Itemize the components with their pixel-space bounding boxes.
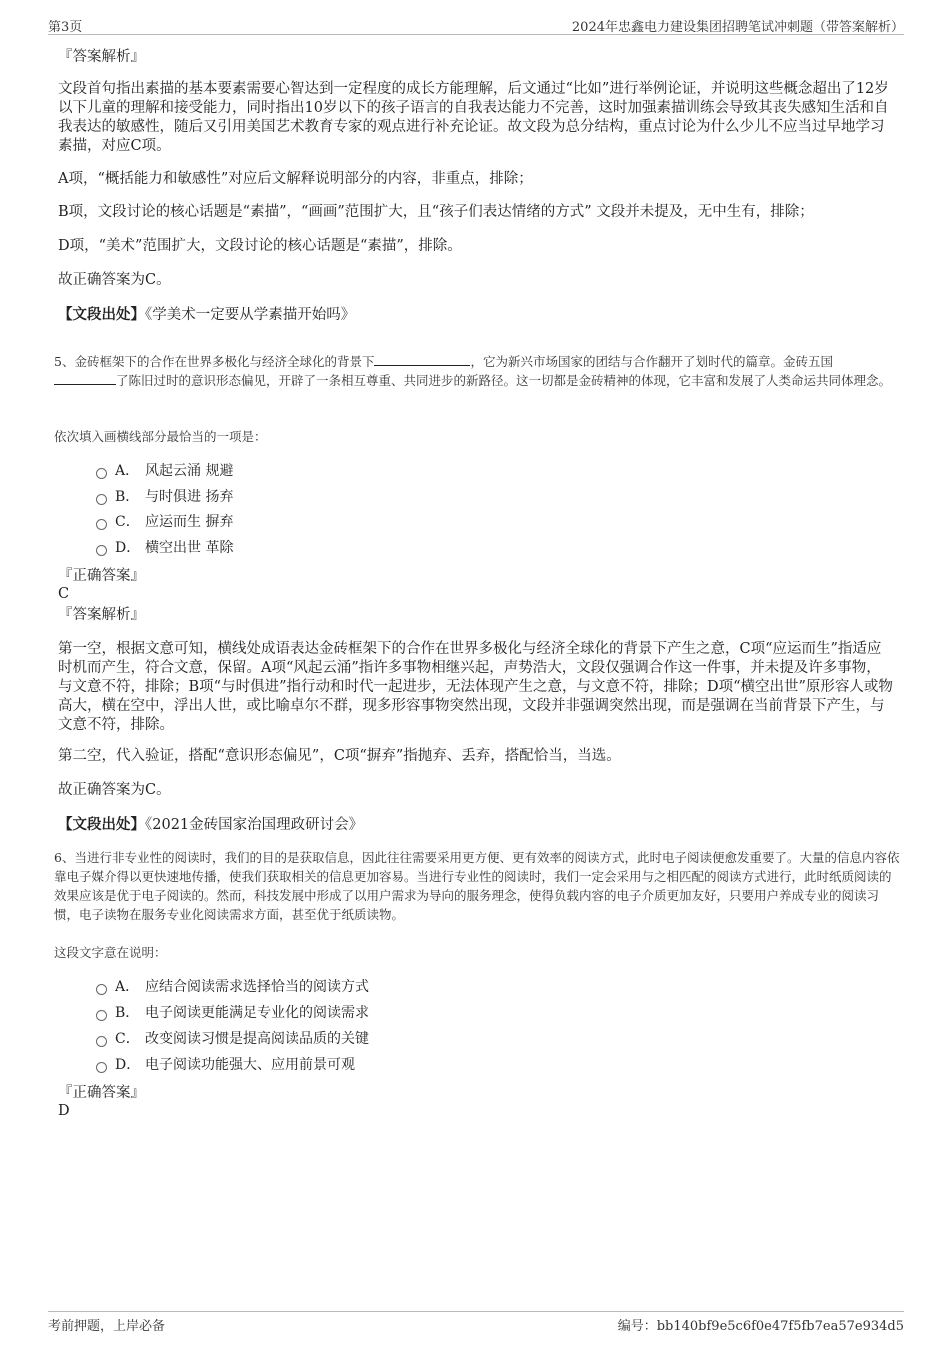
option-letter: C． xyxy=(115,514,140,530)
document-title: 2024年忠鑫电力建设集团招聘笔试冲刺题（带答案解析） xyxy=(571,20,904,35)
q6-option-c[interactable] xyxy=(96,1029,369,1049)
q5-option-d[interactable] xyxy=(96,538,233,558)
source-label: 【文段出处】 xyxy=(58,816,145,833)
radio-button[interactable] xyxy=(96,494,107,505)
page-footer xyxy=(48,1311,904,1334)
radio-button[interactable] xyxy=(96,1036,107,1047)
radio-button[interactable] xyxy=(96,468,107,479)
radio-button[interactable] xyxy=(96,984,107,995)
q6-answer-label: 『正确答案』 xyxy=(58,1085,145,1101)
option-letter: C． xyxy=(115,1031,140,1047)
option-text: 风起云涌 规避 xyxy=(145,463,234,479)
q5-stem-part2: ，它为新兴市场国家的团结与合作翻开了划时代的篇章。金砖五国 xyxy=(470,354,833,369)
q4-source xyxy=(58,305,894,325)
radio-button[interactable] xyxy=(96,545,107,556)
option-text: 应运而生 摒弃 xyxy=(145,514,234,530)
page-number: 第3页 xyxy=(48,20,83,35)
option-text: 电子阅读更能满足专业化的阅读需求 xyxy=(145,1005,369,1021)
q6-answer: D xyxy=(58,1103,70,1119)
q4-analysis-text: 文段首句指出素描的基本要素需要心智达到一定程度的成长方能理解，后文通过“比如”进行举例论证，并说明这些概念超出了12岁以下儿童的理解和接受能力，同时指出10岁以下的孩子语言的自我表达能力不完善，这时加强素描训练会导致其丧失感知生活和自我表达的敏感性，随后又引用美国艺术教育专家的观点进行补充论证。故文段为总分结构，重点讨论为什么少儿不应当过早地学习素描，对应C项。 xyxy=(58,81,889,154)
page-header xyxy=(48,12,904,35)
q5-analysis-label: 『答案解析』 xyxy=(58,607,145,623)
q4-option-d-analysis: D项，“美术”范围扩大，文段讨论的核心话题是“素描”，排除。 xyxy=(58,238,462,254)
q6-stem: 6、当进行非专业性的阅读时，我们的目的是获取信息，因此往往需要采用更方便、更有效率的阅读方式，此时电子阅读便愈发重要了。大量的信息内容依靠电子媒介得以更快速地传播，使我们获取相关的信息更加容易。当进行专业性的阅读时，我们一定会采用与之相匹配的阅读方式进行，此时纸质阅读的效果应该是优于电子阅读的。然而，科技发展中形成了以用户需求为导向的服务理念，使得负载内容的电子介质更加友好，只要用户养成专业的阅读习惯，电子读物在服务专业化阅读需求方面，甚至优于纸质读物。 xyxy=(54,850,900,922)
q5-option-a[interactable] xyxy=(96,461,233,481)
q5-analysis-2: 第二空，代入验证，搭配“意识形态偏见”，C项“摒弃”指抛弃、丢弃，搭配恰当，当选。 xyxy=(58,748,621,764)
option-letter: A． xyxy=(115,979,140,995)
radio-button[interactable] xyxy=(96,519,107,530)
option-letter: A． xyxy=(115,463,140,479)
q5-option-c[interactable] xyxy=(96,512,233,532)
option-letter: B． xyxy=(115,1005,140,1021)
q5-source xyxy=(58,815,894,835)
q5-stem-part3: 了陈旧过时的意识形态偏见，开辟了一条相互尊重、共同进步的新路径。这一切都是金砖精神的体现，它丰富和发展了人类命运共同体理念。 xyxy=(116,373,892,388)
q5-stem-part1: 5、金砖框架下的合作在世界多极化与经济全球化的背景下 xyxy=(54,354,375,369)
radio-button[interactable] xyxy=(96,1062,107,1073)
q4-option-a-analysis: A项，“概括能力和敏感性”对应后文解释说明部分的内容，非重点，排除； xyxy=(58,171,533,187)
footer-slogan: 考前押题，上岸必备 xyxy=(48,1319,166,1334)
source-label: 【文段出处】 xyxy=(58,306,145,323)
q4-analysis-label: 『答案解析』 xyxy=(58,49,145,65)
q4-option-b-analysis: B项，文段讨论的核心话题是“素描”，“画画”范围扩大，且“孩子们表达情绪的方式” 文段并未提及，无中生有，排除； xyxy=(58,204,814,220)
q6-option-b[interactable] xyxy=(96,1003,369,1023)
option-letter: B． xyxy=(115,489,140,505)
source-title: 《学美术一定要从学素描开始吗》 xyxy=(145,307,356,323)
q4-conclusion: 故正确答案为C。 xyxy=(58,272,171,288)
q5-analysis-1: 第一空，根据文意可知，横线处成语表达金砖框架下的合作在世界多极化与经济全球化的背景下产生之意，C项“应运而生”指适应时机而产生，符合文意，保留。A项“风起云涌”指许多事物相继兴起，声势浩大，文段仅强调合作这一件事，并未提及许多事物，与文意不符，排除；B项“与时俱进”指行动和时代一起进步，无法体现产生之意，与文意不符，排除；D项“横空出世”原形容人或物高大，横在空中，浮出人世，或比喻卓尔不群，现多形容事物突然出现，文段并非强调突然出现，而是强调在当前背景下产生，与文意不符，排除。 xyxy=(58,641,893,733)
q5-option-b[interactable] xyxy=(96,487,233,507)
option-text: 电子阅读功能强大、应用前景可观 xyxy=(145,1057,355,1073)
option-text: 应结合阅读需求选择恰当的阅读方式 xyxy=(145,979,369,995)
option-letter: D． xyxy=(115,540,141,556)
q5-prompt: 依次填入画横线部分最恰当的一项是： xyxy=(54,429,267,444)
source-title: 《2021金砖国家治国理政研讨会》 xyxy=(145,817,364,833)
q5-answer-label: 『正确答案』 xyxy=(58,568,145,584)
document-id: 编号：bb140bf9e5c6f0e47f5fb7ea57e934d5 xyxy=(617,1319,904,1334)
q6-option-d[interactable] xyxy=(96,1055,355,1075)
q5-answer: C xyxy=(58,586,70,602)
q5-stem xyxy=(54,352,900,390)
q5-blank-2 xyxy=(54,372,116,385)
option-text: 与时俱进 扬弃 xyxy=(145,489,234,505)
option-letter: D． xyxy=(115,1057,141,1073)
q6-option-a[interactable] xyxy=(96,977,369,997)
option-text: 横空出世 革除 xyxy=(145,540,234,556)
option-text: 改变阅读习惯是提高阅读品质的关键 xyxy=(145,1031,369,1047)
radio-button[interactable] xyxy=(96,1010,107,1021)
q5-conclusion: 故正确答案为C。 xyxy=(58,782,171,798)
q6-prompt: 这段文字意在说明： xyxy=(54,945,167,960)
q5-blank-1 xyxy=(374,353,470,366)
